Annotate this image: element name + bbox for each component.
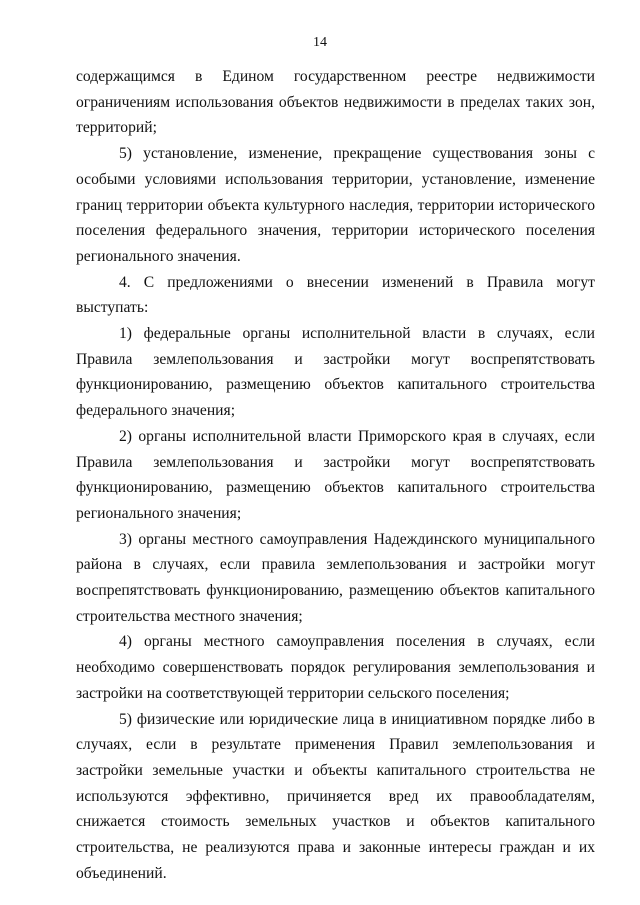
paragraph-section-4-heading: 4. С предложениями о внесении изменений в Правила могут выступать: (76, 273, 595, 317)
page-number: 14 (313, 35, 327, 50)
paragraph-item-1-federal: 1) федеральные органы исполнительной власти в случаях, если Правила землепользования и застройки могут воспрепятствовать функционированию, размещению объектов капитального строительства федерального значения; (76, 325, 595, 420)
paragraph-continuation: содержащимся в Едином государственном реестре недвижимости ограничениям использования объектов недвижимости в пределах таких зон, территорий; (76, 68, 595, 137)
paragraph-item-5-zones: 5) установление, изменение, прекращение существования зоны с особыми условиями использования территории, установление, изменение границ территории объекта культурного наследия, территории исторического поселения федерального значения, территории исторического поселения регионального значения. (76, 145, 595, 265)
paragraph-item-3-municipal: 3) органы местного самоуправления Надеждинского муниципального района в случаях, если правила землепользования и застройки могут воспрепятствовать функционированию, размещению объектов капитального строительства местного значения; (76, 530, 595, 625)
paragraph-item-4-settlement: 4) органы местного самоуправления поселения в случаях, если необходимо совершенствовать порядок регулирования землепользования и застройки на соответствующей территории сельского поселения; (76, 633, 595, 702)
document-body (76, 64, 595, 887)
paragraph-item-2-regional: 2) органы исполнительной власти Приморского края в случаях, если Правила землепользования и застройки могут воспрепятствовать функционированию, размещению объектов капитального строительства регионального значения; (76, 427, 595, 522)
paragraph-item-5-persons: 5) физические или юридические лица в инициативном порядке либо в случаях, если в результате применения Правил землепользования и застройки земельные участки и объекты капитального строительства не используются эффективно, причиняется вред их правообладателям, снижается стоимость земельных участков и объектов капитального строительства, не реализуются права и законные интересы граждан и их объединений. (76, 710, 595, 882)
